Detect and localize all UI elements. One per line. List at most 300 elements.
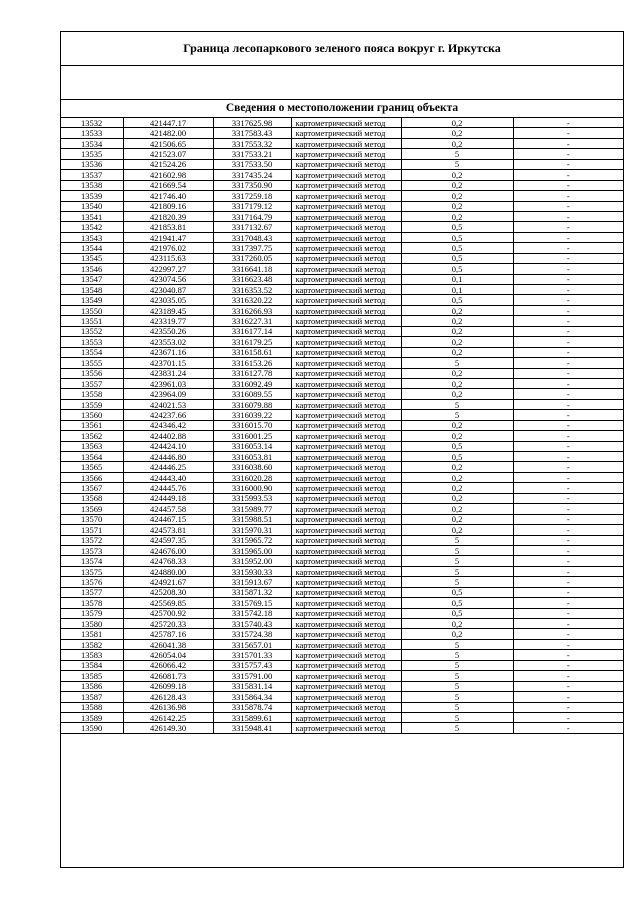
y-coordinate-cell: 3317179.12 — [213, 201, 291, 211]
point-number-cell: 13586 — [61, 681, 123, 691]
y-coordinate-cell: 3316001.25 — [213, 431, 291, 441]
point-number-cell: 13551 — [61, 316, 123, 326]
note-cell: - — [513, 712, 623, 722]
x-coordinate-cell: 423553.02 — [123, 337, 213, 347]
accuracy-cell: 0,2 — [401, 389, 513, 399]
y-coordinate-cell: 3317164.79 — [213, 211, 291, 221]
point-number-cell: 13545 — [61, 253, 123, 263]
x-coordinate-cell: 423074.56 — [123, 274, 213, 284]
table-row — [61, 671, 623, 681]
document-title: Граница лесопаркового зеленого пояса вокруг г. Иркутска — [61, 32, 623, 66]
table-row — [61, 681, 623, 691]
y-coordinate-cell: 3316039.22 — [213, 410, 291, 420]
x-coordinate-cell: 424880.00 — [123, 566, 213, 576]
accuracy-cell: 5 — [401, 545, 513, 555]
x-coordinate-cell: 423671.16 — [123, 347, 213, 357]
note-cell: - — [513, 316, 623, 326]
note-cell: - — [513, 431, 623, 441]
accuracy-cell: 5 — [401, 692, 513, 702]
method-cell: картометрический метод — [291, 138, 401, 148]
note-cell: - — [513, 566, 623, 576]
table-row — [61, 723, 623, 733]
y-coordinate-cell: 3315871.32 — [213, 587, 291, 597]
accuracy-cell: 5 — [401, 399, 513, 409]
note-cell: - — [513, 149, 623, 159]
note-cell: - — [513, 504, 623, 514]
table-row — [61, 295, 623, 305]
note-cell: - — [513, 650, 623, 660]
note-cell: - — [513, 368, 623, 378]
note-cell: - — [513, 180, 623, 190]
accuracy-cell: 0,2 — [401, 462, 513, 472]
point-number-cell: 13554 — [61, 347, 123, 357]
method-cell: картометрический метод — [291, 180, 401, 190]
method-cell: картометрический метод — [291, 441, 401, 451]
y-coordinate-cell: 3316179.25 — [213, 337, 291, 347]
method-cell: картометрический метод — [291, 347, 401, 357]
point-number-cell: 13543 — [61, 232, 123, 242]
x-coordinate-cell: 426041.38 — [123, 639, 213, 649]
note-cell: - — [513, 702, 623, 712]
y-coordinate-cell: 3316053.81 — [213, 452, 291, 462]
point-number-cell: 13588 — [61, 702, 123, 712]
x-coordinate-cell: 423831.24 — [123, 368, 213, 378]
note-cell: - — [513, 211, 623, 221]
table-row — [61, 598, 623, 608]
accuracy-cell: 0,2 — [401, 431, 513, 441]
y-coordinate-cell: 3316227.31 — [213, 316, 291, 326]
y-coordinate-cell: 3315899.61 — [213, 712, 291, 722]
point-number-cell: 13568 — [61, 493, 123, 503]
accuracy-cell: 0,5 — [401, 608, 513, 618]
point-number-cell: 13559 — [61, 399, 123, 409]
accuracy-cell: 0,2 — [401, 420, 513, 430]
accuracy-cell: 0,5 — [401, 587, 513, 597]
accuracy-cell: 0,2 — [401, 337, 513, 347]
x-coordinate-cell: 424021.53 — [123, 399, 213, 409]
point-number-cell: 13539 — [61, 191, 123, 201]
method-cell: картометрический метод — [291, 671, 401, 681]
y-coordinate-cell: 3315769.15 — [213, 598, 291, 608]
x-coordinate-cell: 425208.30 — [123, 587, 213, 597]
header-spacer — [61, 65, 623, 100]
method-cell: картометрический метод — [291, 337, 401, 347]
x-coordinate-cell: 423550.26 — [123, 326, 213, 336]
x-coordinate-cell: 426099.18 — [123, 681, 213, 691]
method-cell: картометрический метод — [291, 483, 401, 493]
point-number-cell: 13535 — [61, 149, 123, 159]
x-coordinate-cell: 421820.39 — [123, 211, 213, 221]
note-cell: - — [513, 514, 623, 524]
x-coordinate-cell: 422997.27 — [123, 264, 213, 274]
point-number-cell: 13541 — [61, 211, 123, 221]
table-row — [61, 452, 623, 462]
accuracy-cell: 0,1 — [401, 274, 513, 284]
table-row — [61, 420, 623, 430]
y-coordinate-cell: 3317397.75 — [213, 243, 291, 253]
method-cell: картометрический метод — [291, 525, 401, 535]
note-cell: - — [513, 138, 623, 148]
table-row — [61, 138, 623, 148]
point-number-cell: 13581 — [61, 629, 123, 639]
note-cell: - — [513, 305, 623, 315]
accuracy-cell: 0,2 — [401, 472, 513, 482]
y-coordinate-cell: 3315657.01 — [213, 639, 291, 649]
accuracy-cell: 0,2 — [401, 378, 513, 388]
accuracy-cell: 5 — [401, 712, 513, 722]
method-cell: картометрический метод — [291, 660, 401, 670]
table-row — [61, 243, 623, 253]
method-cell: картометрический метод — [291, 577, 401, 587]
accuracy-cell: 0,5 — [401, 264, 513, 274]
y-coordinate-cell: 3315930.33 — [213, 566, 291, 576]
y-coordinate-cell: 3315742.18 — [213, 608, 291, 618]
note-cell: - — [513, 556, 623, 566]
y-coordinate-cell: 3315757.43 — [213, 660, 291, 670]
y-coordinate-cell: 3316089.55 — [213, 389, 291, 399]
accuracy-cell: 0,5 — [401, 232, 513, 242]
note-cell: - — [513, 692, 623, 702]
point-number-cell: 13577 — [61, 587, 123, 597]
method-cell: картометрический метод — [291, 420, 401, 430]
method-cell: картометрический метод — [291, 191, 401, 201]
method-cell: картометрический метод — [291, 253, 401, 263]
table-row — [61, 253, 623, 263]
point-number-cell: 13537 — [61, 170, 123, 180]
table-row — [61, 639, 623, 649]
table-row — [61, 660, 623, 670]
method-cell: картометрический метод — [291, 410, 401, 420]
x-coordinate-cell: 424467.15 — [123, 514, 213, 524]
y-coordinate-cell: 3315948.41 — [213, 723, 291, 733]
table-row — [61, 629, 623, 639]
accuracy-cell: 5 — [401, 723, 513, 733]
x-coordinate-cell: 426136.98 — [123, 702, 213, 712]
method-cell: картометрический метод — [291, 692, 401, 702]
point-number-cell: 13582 — [61, 639, 123, 649]
note-cell: - — [513, 493, 623, 503]
method-cell: картометрический метод — [291, 556, 401, 566]
y-coordinate-cell: 3317533.21 — [213, 149, 291, 159]
y-coordinate-cell: 3317553.32 — [213, 138, 291, 148]
accuracy-cell: 0,2 — [401, 128, 513, 138]
table-row — [61, 525, 623, 535]
y-coordinate-cell: 3315724.38 — [213, 629, 291, 639]
point-number-cell: 13544 — [61, 243, 123, 253]
method-cell: картометрический метод — [291, 452, 401, 462]
y-coordinate-cell: 3316353.52 — [213, 285, 291, 295]
point-number-cell: 13555 — [61, 358, 123, 368]
note-cell: - — [513, 577, 623, 587]
note-cell: - — [513, 295, 623, 305]
method-cell: картометрический метод — [291, 493, 401, 503]
table-row — [61, 702, 623, 712]
accuracy-cell: 5 — [401, 671, 513, 681]
y-coordinate-cell: 3317583.43 — [213, 128, 291, 138]
accuracy-cell: 5 — [401, 159, 513, 169]
table-row — [61, 556, 623, 566]
y-coordinate-cell: 3315913.67 — [213, 577, 291, 587]
method-cell: картометрический метод — [291, 170, 401, 180]
x-coordinate-cell: 421669.54 — [123, 180, 213, 190]
section-heading: Сведения о местоположении границ объекта — [61, 99, 623, 118]
table-row — [61, 232, 623, 242]
table-row — [61, 504, 623, 514]
point-number-cell: 13563 — [61, 441, 123, 451]
accuracy-cell: 5 — [401, 566, 513, 576]
table-row — [61, 587, 623, 597]
x-coordinate-cell: 421524.26 — [123, 159, 213, 169]
accuracy-cell: 0,5 — [401, 222, 513, 232]
note-cell: - — [513, 535, 623, 545]
table-row — [61, 410, 623, 420]
accuracy-cell: 0,5 — [401, 598, 513, 608]
point-number-cell: 13587 — [61, 692, 123, 702]
method-cell: картометрический метод — [291, 305, 401, 315]
x-coordinate-cell: 424443.40 — [123, 472, 213, 482]
table-row — [61, 211, 623, 221]
method-cell: картометрический метод — [291, 650, 401, 660]
table-row — [61, 399, 623, 409]
y-coordinate-cell: 3317533.50 — [213, 159, 291, 169]
method-cell: картометрический метод — [291, 326, 401, 336]
point-number-cell: 13536 — [61, 159, 123, 169]
note-cell: - — [513, 274, 623, 284]
point-number-cell: 13571 — [61, 525, 123, 535]
y-coordinate-cell: 3316015.70 — [213, 420, 291, 430]
coordinates-table-body — [61, 118, 623, 733]
y-coordinate-cell: 3315993.53 — [213, 493, 291, 503]
table-row — [61, 118, 623, 128]
note-cell: - — [513, 420, 623, 430]
point-number-cell: 13564 — [61, 452, 123, 462]
y-coordinate-cell: 3316053.14 — [213, 441, 291, 451]
x-coordinate-cell: 426149.30 — [123, 723, 213, 733]
accuracy-cell: 0,2 — [401, 326, 513, 336]
table-row — [61, 650, 623, 660]
accuracy-cell: 0,2 — [401, 305, 513, 315]
x-coordinate-cell: 424457.58 — [123, 504, 213, 514]
y-coordinate-cell: 3315952.00 — [213, 556, 291, 566]
table-row — [61, 431, 623, 441]
accuracy-cell: 0,2 — [401, 514, 513, 524]
method-cell: картометрический метод — [291, 629, 401, 639]
table-row — [61, 264, 623, 274]
method-cell: картометрический метод — [291, 399, 401, 409]
table-row — [61, 514, 623, 524]
y-coordinate-cell: 3316153.26 — [213, 358, 291, 368]
note-cell: - — [513, 660, 623, 670]
table-row — [61, 191, 623, 201]
accuracy-cell: 0,2 — [401, 201, 513, 211]
x-coordinate-cell: 423189.45 — [123, 305, 213, 315]
x-coordinate-cell: 426128.43 — [123, 692, 213, 702]
y-coordinate-cell: 3315988.51 — [213, 514, 291, 524]
point-number-cell: 13572 — [61, 535, 123, 545]
accuracy-cell: 0,2 — [401, 368, 513, 378]
y-coordinate-cell: 3316623.48 — [213, 274, 291, 284]
y-coordinate-cell: 3315965.72 — [213, 535, 291, 545]
note-cell: - — [513, 358, 623, 368]
point-number-cell: 13550 — [61, 305, 123, 315]
note-cell: - — [513, 232, 623, 242]
note-cell: - — [513, 222, 623, 232]
point-number-cell: 13556 — [61, 368, 123, 378]
table-row — [61, 149, 623, 159]
y-coordinate-cell: 3315791.00 — [213, 671, 291, 681]
table-row — [61, 441, 623, 451]
method-cell: картометрический метод — [291, 431, 401, 441]
note-cell: - — [513, 389, 623, 399]
method-cell: картометрический метод — [291, 472, 401, 482]
note-cell: - — [513, 326, 623, 336]
y-coordinate-cell: 3317132.67 — [213, 222, 291, 232]
point-number-cell: 13569 — [61, 504, 123, 514]
x-coordinate-cell: 425720.33 — [123, 619, 213, 629]
accuracy-cell: 5 — [401, 639, 513, 649]
point-number-cell: 13576 — [61, 577, 123, 587]
method-cell: картометрический метод — [291, 619, 401, 629]
y-coordinate-cell: 3316641.18 — [213, 264, 291, 274]
y-coordinate-cell: 3316320.22 — [213, 295, 291, 305]
accuracy-cell: 0,2 — [401, 619, 513, 629]
y-coordinate-cell: 3317048.43 — [213, 232, 291, 242]
point-number-cell: 13552 — [61, 326, 123, 336]
x-coordinate-cell: 424445.76 — [123, 483, 213, 493]
x-coordinate-cell: 426142.25 — [123, 712, 213, 722]
accuracy-cell: 0,2 — [401, 493, 513, 503]
x-coordinate-cell: 424573.81 — [123, 525, 213, 535]
x-coordinate-cell: 423115.63 — [123, 253, 213, 263]
note-cell: - — [513, 159, 623, 169]
table-row — [61, 305, 623, 315]
x-coordinate-cell: 424449.18 — [123, 493, 213, 503]
accuracy-cell: 5 — [401, 702, 513, 712]
accuracy-cell: 0,2 — [401, 211, 513, 221]
note-cell: - — [513, 545, 623, 555]
x-coordinate-cell: 424446.80 — [123, 452, 213, 462]
x-coordinate-cell: 426066.42 — [123, 660, 213, 670]
accuracy-cell: 5 — [401, 410, 513, 420]
table-row — [61, 389, 623, 399]
note-cell: - — [513, 170, 623, 180]
x-coordinate-cell: 424424.10 — [123, 441, 213, 451]
method-cell: картометрический метод — [291, 712, 401, 722]
table-row — [61, 368, 623, 378]
x-coordinate-cell: 423964.09 — [123, 389, 213, 399]
table-row — [61, 493, 623, 503]
point-number-cell: 13578 — [61, 598, 123, 608]
note-cell: - — [513, 128, 623, 138]
table-row — [61, 170, 623, 180]
point-number-cell: 13561 — [61, 420, 123, 430]
accuracy-cell: 0,2 — [401, 316, 513, 326]
point-number-cell: 13540 — [61, 201, 123, 211]
note-cell: - — [513, 243, 623, 253]
point-number-cell: 13570 — [61, 514, 123, 524]
note-cell: - — [513, 399, 623, 409]
note-cell: - — [513, 472, 623, 482]
method-cell: картометрический метод — [291, 285, 401, 295]
note-cell: - — [513, 671, 623, 681]
table-row — [61, 337, 623, 347]
x-coordinate-cell: 424676.00 — [123, 545, 213, 555]
point-number-cell: 13533 — [61, 128, 123, 138]
y-coordinate-cell: 3315831.14 — [213, 681, 291, 691]
accuracy-cell: 0,2 — [401, 191, 513, 201]
coordinates-table — [61, 118, 623, 734]
note-cell: - — [513, 285, 623, 295]
table-row — [61, 347, 623, 357]
x-coordinate-cell: 421746.40 — [123, 191, 213, 201]
y-coordinate-cell: 3317259.18 — [213, 191, 291, 201]
y-coordinate-cell: 3317625.98 — [213, 118, 291, 128]
point-number-cell: 13567 — [61, 483, 123, 493]
accuracy-cell: 0,5 — [401, 253, 513, 263]
y-coordinate-cell: 3316020.28 — [213, 472, 291, 482]
x-coordinate-cell: 423319.77 — [123, 316, 213, 326]
method-cell: картометрический метод — [291, 587, 401, 597]
table-row — [61, 472, 623, 482]
point-number-cell: 13584 — [61, 660, 123, 670]
method-cell: картометрический метод — [291, 222, 401, 232]
y-coordinate-cell: 3315701.33 — [213, 650, 291, 660]
x-coordinate-cell: 423040.87 — [123, 285, 213, 295]
note-cell: - — [513, 525, 623, 535]
method-cell: картометрический метод — [291, 566, 401, 576]
point-number-cell: 13562 — [61, 431, 123, 441]
note-cell: - — [513, 587, 623, 597]
point-number-cell: 13548 — [61, 285, 123, 295]
method-cell: картометрический метод — [291, 358, 401, 368]
accuracy-cell: 0,2 — [401, 504, 513, 514]
x-coordinate-cell: 421602.98 — [123, 170, 213, 180]
x-coordinate-cell: 424237.66 — [123, 410, 213, 420]
x-coordinate-cell: 421506.65 — [123, 138, 213, 148]
point-number-cell: 13542 — [61, 222, 123, 232]
note-cell: - — [513, 441, 623, 451]
table-row — [61, 378, 623, 388]
y-coordinate-cell: 3315864.34 — [213, 692, 291, 702]
accuracy-cell: 0,2 — [401, 347, 513, 357]
accuracy-cell: 0,5 — [401, 295, 513, 305]
accuracy-cell: 5 — [401, 535, 513, 545]
table-row — [61, 566, 623, 576]
accuracy-cell: 5 — [401, 660, 513, 670]
method-cell: картометрический метод — [291, 211, 401, 221]
accuracy-cell: 5 — [401, 358, 513, 368]
y-coordinate-cell: 3317435.24 — [213, 170, 291, 180]
y-coordinate-cell: 3315970.31 — [213, 525, 291, 535]
x-coordinate-cell: 423961.03 — [123, 378, 213, 388]
note-cell: - — [513, 264, 623, 274]
method-cell: картометрический метод — [291, 702, 401, 712]
method-cell: картометрический метод — [291, 389, 401, 399]
method-cell: картометрический метод — [291, 723, 401, 733]
y-coordinate-cell: 3317260.05 — [213, 253, 291, 263]
note-cell: - — [513, 253, 623, 263]
y-coordinate-cell: 3315740.43 — [213, 619, 291, 629]
point-number-cell: 13532 — [61, 118, 123, 128]
accuracy-cell: 0,2 — [401, 170, 513, 180]
y-coordinate-cell: 3316079.88 — [213, 399, 291, 409]
point-number-cell: 13585 — [61, 671, 123, 681]
x-coordinate-cell: 424921.67 — [123, 577, 213, 587]
x-coordinate-cell: 425700.92 — [123, 608, 213, 618]
method-cell: картометрический метод — [291, 462, 401, 472]
method-cell: картометрический метод — [291, 514, 401, 524]
point-number-cell: 13574 — [61, 556, 123, 566]
